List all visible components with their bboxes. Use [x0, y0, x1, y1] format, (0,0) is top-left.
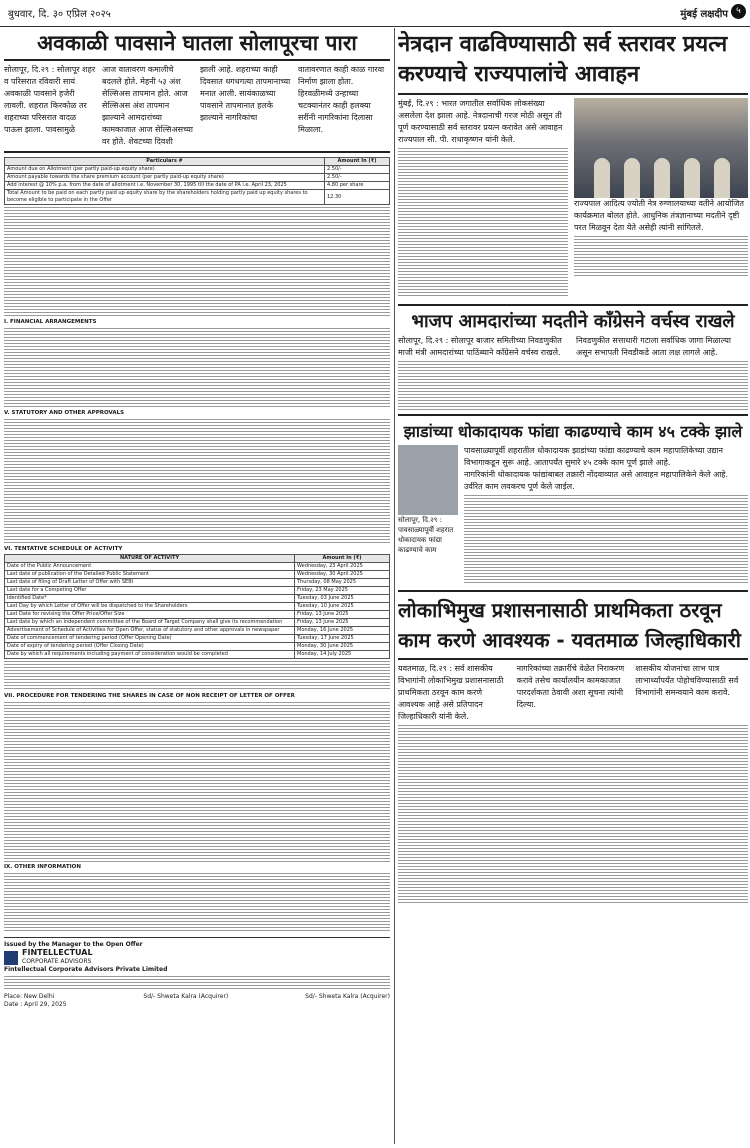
eye-donation-headline: नेत्रदान वाढविण्यासाठी सर्व स्तरावर प्रयत्न करण्याचे राज्यपालांचे आवाहन — [398, 32, 728, 87]
rain-story-col: वातावरणात काही काळ गारवा निर्माण झाला होता. हिरवळीमध्ये उन्हाच्या चटक्यानंतर काही हलक्या सरींनी नागरिकांना दिलासा मिळाला. — [298, 65, 385, 134]
cell: Wednesday, 30 April 2025 — [295, 571, 390, 579]
yavatmal-collector-headline: लोकाभिमुख प्रशासनासाठी प्राथमिकता ठरवून काम करणे आवश्यक - यवतमाळ जिल्हाधिकारी — [398, 598, 741, 652]
table-row — [5, 571, 390, 579]
manager-logo-icon — [4, 951, 18, 965]
cell: Friday, 23 May 2025 — [295, 587, 390, 595]
issue-date: बुधवार, दि. ३० एप्रिल २०२५ — [8, 9, 111, 20]
story-text — [574, 236, 748, 276]
particulars-table — [4, 157, 390, 205]
notice-place: Place: New Delhi — [4, 993, 55, 1000]
section-rule — [4, 151, 390, 153]
cell: Last Day by which Letter of Offer will be dispatched to the Shareholders — [5, 603, 295, 611]
table-header: Amount In (₹) — [295, 555, 390, 563]
schedule-table — [4, 554, 390, 659]
story-text — [398, 148, 568, 298]
tree-branches-headline: झाडांच्या धोकादायक फांद्या काढण्याचे काम ४५ टक्के झाले — [403, 422, 743, 441]
story-text — [398, 725, 748, 905]
bjp-congress-headline: भाजप आमदारांच्या मदतीने काँग्रेसने वर्चस्व राखले — [411, 311, 735, 332]
person-figure — [624, 158, 640, 198]
table-row — [5, 579, 390, 587]
governor-event-photo — [574, 98, 748, 198]
cell: Friday, 13 June 2025 — [295, 611, 390, 619]
table-row — [5, 611, 390, 619]
notice-body-text — [4, 419, 390, 544]
story-paragraph: यवतमाळ, दि.२९ : सर्व शासकीय विभागांनी लोकाभिमुख प्रशासनासाठी प्राथमिकता ठरवून काम करणे आवश्यक आहे असे प्रतिपादन जिल्हाधिकारी यांनी केले. — [398, 664, 504, 721]
tree-branches-story — [464, 445, 748, 587]
cell: Last date for a Competing Offer — [5, 587, 295, 595]
notice-section-heading: VII. PROCEDURE FOR TENDERING THE SHARES IN CASE OF NON RECEIPT OF LETTER OF OFFER — [4, 693, 295, 699]
acquirer-signature: Sd/- Shweta Kalra (Acquirer) — [143, 993, 229, 1000]
notice-section-heading: I. FINANCIAL ARRANGEMENTS — [4, 319, 97, 325]
section-rule — [398, 414, 748, 416]
cell: Tuesday, 03 June 2025 — [295, 595, 390, 603]
manager-full-name: Fintellectual Corporate Advisors Private Limited — [4, 966, 168, 973]
story-paragraph: निवडणुकीत सत्ताधारी गटाला सर्वाधिक जागा मिळाल्या असून सभापती निवडीकडे आता लक्ष लागले आहे. — [576, 336, 731, 357]
manager-logo — [4, 949, 390, 966]
cell: 2.50/- — [325, 174, 390, 182]
signature-row — [4, 993, 390, 1009]
headline-rule — [398, 658, 748, 660]
cell: Date of the Public Announcement — [5, 563, 295, 571]
rain-story-col: झाली आहे. शहराच्या काही दिवसात धगधगत्या तापमानाच्या मनात आली. सायंकाळच्या पावसाने तापमानात हलके झाल्याने नागरिकांचा — [200, 65, 291, 122]
cell: Add interest @ 10% p.a. from the date of allotment i.e. November 30, 1995 till the date of PA i.e. April 23, 2025 — [5, 182, 325, 190]
bjp-congress-story — [398, 335, 748, 359]
table-row — [5, 627, 390, 635]
cell: Amount due on Allotment (per partly paid-up equity share) — [5, 166, 325, 174]
cell: Last Date for revising the Offer Price/Offer Size — [5, 611, 295, 619]
cell: 12.30 — [325, 190, 390, 205]
notice-body-text — [4, 207, 390, 317]
table-row — [5, 563, 390, 571]
cell: Thursday, 08 May 2025 — [295, 579, 390, 587]
story-paragraph: सोलापूर, दि.२९ : सोलापूर बाजार समितीच्या निवडणुकीत माजी मंत्री आमदारांच्या पाठिंब्याने काँग्रेसने वर्चस्व राखले. — [398, 336, 562, 357]
yavatmal-story — [398, 663, 748, 723]
table-row — [5, 651, 390, 659]
photo-caption: सोलापूर, दि.२९ : पावसाळ्यापूर्वी शहरात धोकादायक फांद्या काढण्याचे काम — [398, 516, 454, 554]
table-row — [5, 587, 390, 595]
newspaper-name: मुंबई लक्षदीप — [680, 9, 728, 20]
headline-rule — [398, 93, 748, 95]
notice-body-text — [4, 873, 390, 933]
person-figure — [654, 158, 670, 198]
section-rule — [398, 304, 748, 306]
table-row — [5, 174, 390, 182]
rain-story-col: सोलापूर, दि.२९ : सोलापूर शहर व परिसरात रविवारी सायं अवकाळी पावसाने हजेरी लावली. शहरात किरकोळ तर शहराच्या परिसरात वादळ पाऊस झाला. पावसामुळे — [4, 65, 96, 134]
page-number-badge: ५ — [731, 4, 746, 19]
story-paragraph: पावसाळ्यापूर्वी शहरातील धोकादायक झाडांच्या फांद्या काढण्याचे काम महापालिकेच्या उद्यान विभागाकडून सुरू आहे. आतापर्यंत सुमारे ४५ टक्के काम पूर्ण झाले आहे. — [464, 446, 723, 467]
headline-rule — [4, 59, 390, 61]
table-row — [5, 190, 390, 205]
open-offer-notice — [4, 157, 390, 1009]
table-row — [5, 603, 390, 611]
right-column — [398, 30, 748, 1144]
story-paragraph: नागरिकांनी धोकादायक फांद्यांबाबत तक्रारी नोंदवाव्यात असे आवाहन महापालिकेने केले आहे. उर्वरित काम लवकरच पूर्ण केले जाईल. — [464, 470, 729, 491]
table-row — [5, 595, 390, 603]
notice-body-text — [4, 328, 390, 408]
section-rule — [398, 590, 748, 592]
table-header: NATURE OF ACTIVITY — [5, 555, 295, 563]
cell: Tuesday, 10 June 2025 — [295, 603, 390, 611]
notice-section-heading: V. STATUTORY AND OTHER APPROVALS — [4, 410, 125, 416]
rain-story — [4, 64, 390, 148]
person-figure — [684, 158, 700, 198]
cell: 2.50/- — [325, 166, 390, 174]
cell: Date of expiry of tendering period (Offer Closing Date) — [5, 643, 295, 651]
story-paragraph: नागरिकांच्या तक्रारींचे वेळेत निराकरण करावे तसेच कार्यालयीन कामकाजात पारदर्शकता ठेवावी अशा सूचना त्यांनी दिल्या. — [516, 664, 625, 709]
cell: Date of commencement of tendering period (Offer Opening Date) — [5, 635, 295, 643]
notice-section-heading: VI. TENTATIVE SCHEDULE OF ACTIVITY — [4, 546, 123, 552]
cell: Monday, 14 July 2025 — [295, 651, 390, 659]
acquirer-signature: Sd/- Shweta Kalra (Acquirer) — [305, 993, 390, 1000]
cell: Wednesday, 23 April 2025 — [295, 563, 390, 571]
cell: Last date of publication of the Detailed Public Statement — [5, 571, 295, 579]
cell: Amount payable towards the share premium account (per partly paid-up equity share) — [5, 174, 325, 182]
table-row — [5, 643, 390, 651]
table-row — [5, 166, 390, 174]
notice-section-heading: IX. OTHER INFORMATION — [4, 864, 81, 870]
story-paragraph: शासकीय योजनांचा लाभ पात्र लाभार्थ्यांपर्यंत पोहोचविण्यासाठी सर्व विभागांनी समन्वयाने काम करावे. — [635, 664, 739, 697]
page-header — [0, 0, 750, 27]
cell: Advertisement of Schedule of Activities for Open Offer, status of statutory and other approvals in newspaper — [5, 627, 295, 635]
cell: Total Amount to be paid on each partly paid up equity share by the shareholders holding partly paid up equity shares to become eligible to participate in the Offer — [5, 190, 325, 205]
table-row — [5, 182, 390, 190]
notice-footer — [4, 937, 390, 1009]
cell: Last date by which an independent committee of the Board of Target Company shall give its recommendation — [5, 619, 295, 627]
eye-donation-story — [398, 98, 568, 300]
manager-contact-text — [4, 976, 390, 990]
story-text — [398, 361, 748, 411]
issued-by-line: Issued by the Manager to the Open Offer — [4, 941, 143, 948]
cell: Date by which all requirements including payment of consideration would be completed — [5, 651, 295, 659]
cell: Identified Date* — [5, 595, 295, 603]
rain-headline: अवकाळी पावसाने घातला सोलापूरचा पारा — [37, 31, 357, 55]
story-paragraph: मुंबई, दि.२९ : भारत जगातील सर्वाधिक लोकसंख्या असलेला देश झाला आहे. नेत्रदानाची गरज मोठी असून ती पूर्ण करण्यासाठी सर्व स्तरावर प्रयत्न करावेत असे आवाहन राज्यपाल सी. पी. राधाकृष्णन यांनी केले. — [398, 99, 563, 144]
left-column — [4, 30, 390, 1144]
cell: Monday, 16 June 2025 — [295, 627, 390, 635]
table-row — [5, 635, 390, 643]
person-figure — [594, 158, 610, 198]
cell: Friday, 13 June 2025 — [295, 619, 390, 627]
tree-cutting-photo — [398, 445, 458, 515]
table-row — [5, 619, 390, 627]
cell: Tuesday, 17 June 2025 — [295, 635, 390, 643]
manager-name: FINTELLECTUAL — [22, 948, 93, 957]
notice-body-text — [4, 702, 390, 862]
story-paragraph: राज्यपाल आदित्य ज्योती नेत्र रुग्णालयाच्या वतीने आयोजित कार्यक्रमात बोलत होते. आधुनिक तंत्रज्ञानाच्या मदतीने दृष्टी परत मिळवून देता येते असेही त्यांनी सांगितले. — [574, 199, 744, 232]
manager-tagline: CORPORATE ADVISORS — [22, 958, 92, 965]
cell: 4.80 per share — [325, 182, 390, 190]
notice-date: Date : April 29, 2025 — [4, 1001, 67, 1008]
column-divider — [394, 28, 395, 1144]
rain-story-col: आज वातावरण कमालीचे बदलले होते. मेहनी ५३ अंश सेल्सिअस तापमान होते. आज सेल्सिअस अंश तापमान झाल्याने आमदारांच्या कामकाजात आज सेल्सिअसच्या वर होते. शेवटच्या दिवशी — [102, 65, 193, 146]
cell: Last date of filing of Draft Letter of Offer with SEBI — [5, 579, 295, 587]
table-header: Particulars # — [5, 158, 325, 166]
story-text — [464, 495, 748, 585]
person-figure — [714, 158, 730, 198]
cell: Monday, 30 June 2025 — [295, 643, 390, 651]
table-header: Amount In (₹) — [325, 158, 390, 166]
notice-body-text — [4, 661, 390, 691]
